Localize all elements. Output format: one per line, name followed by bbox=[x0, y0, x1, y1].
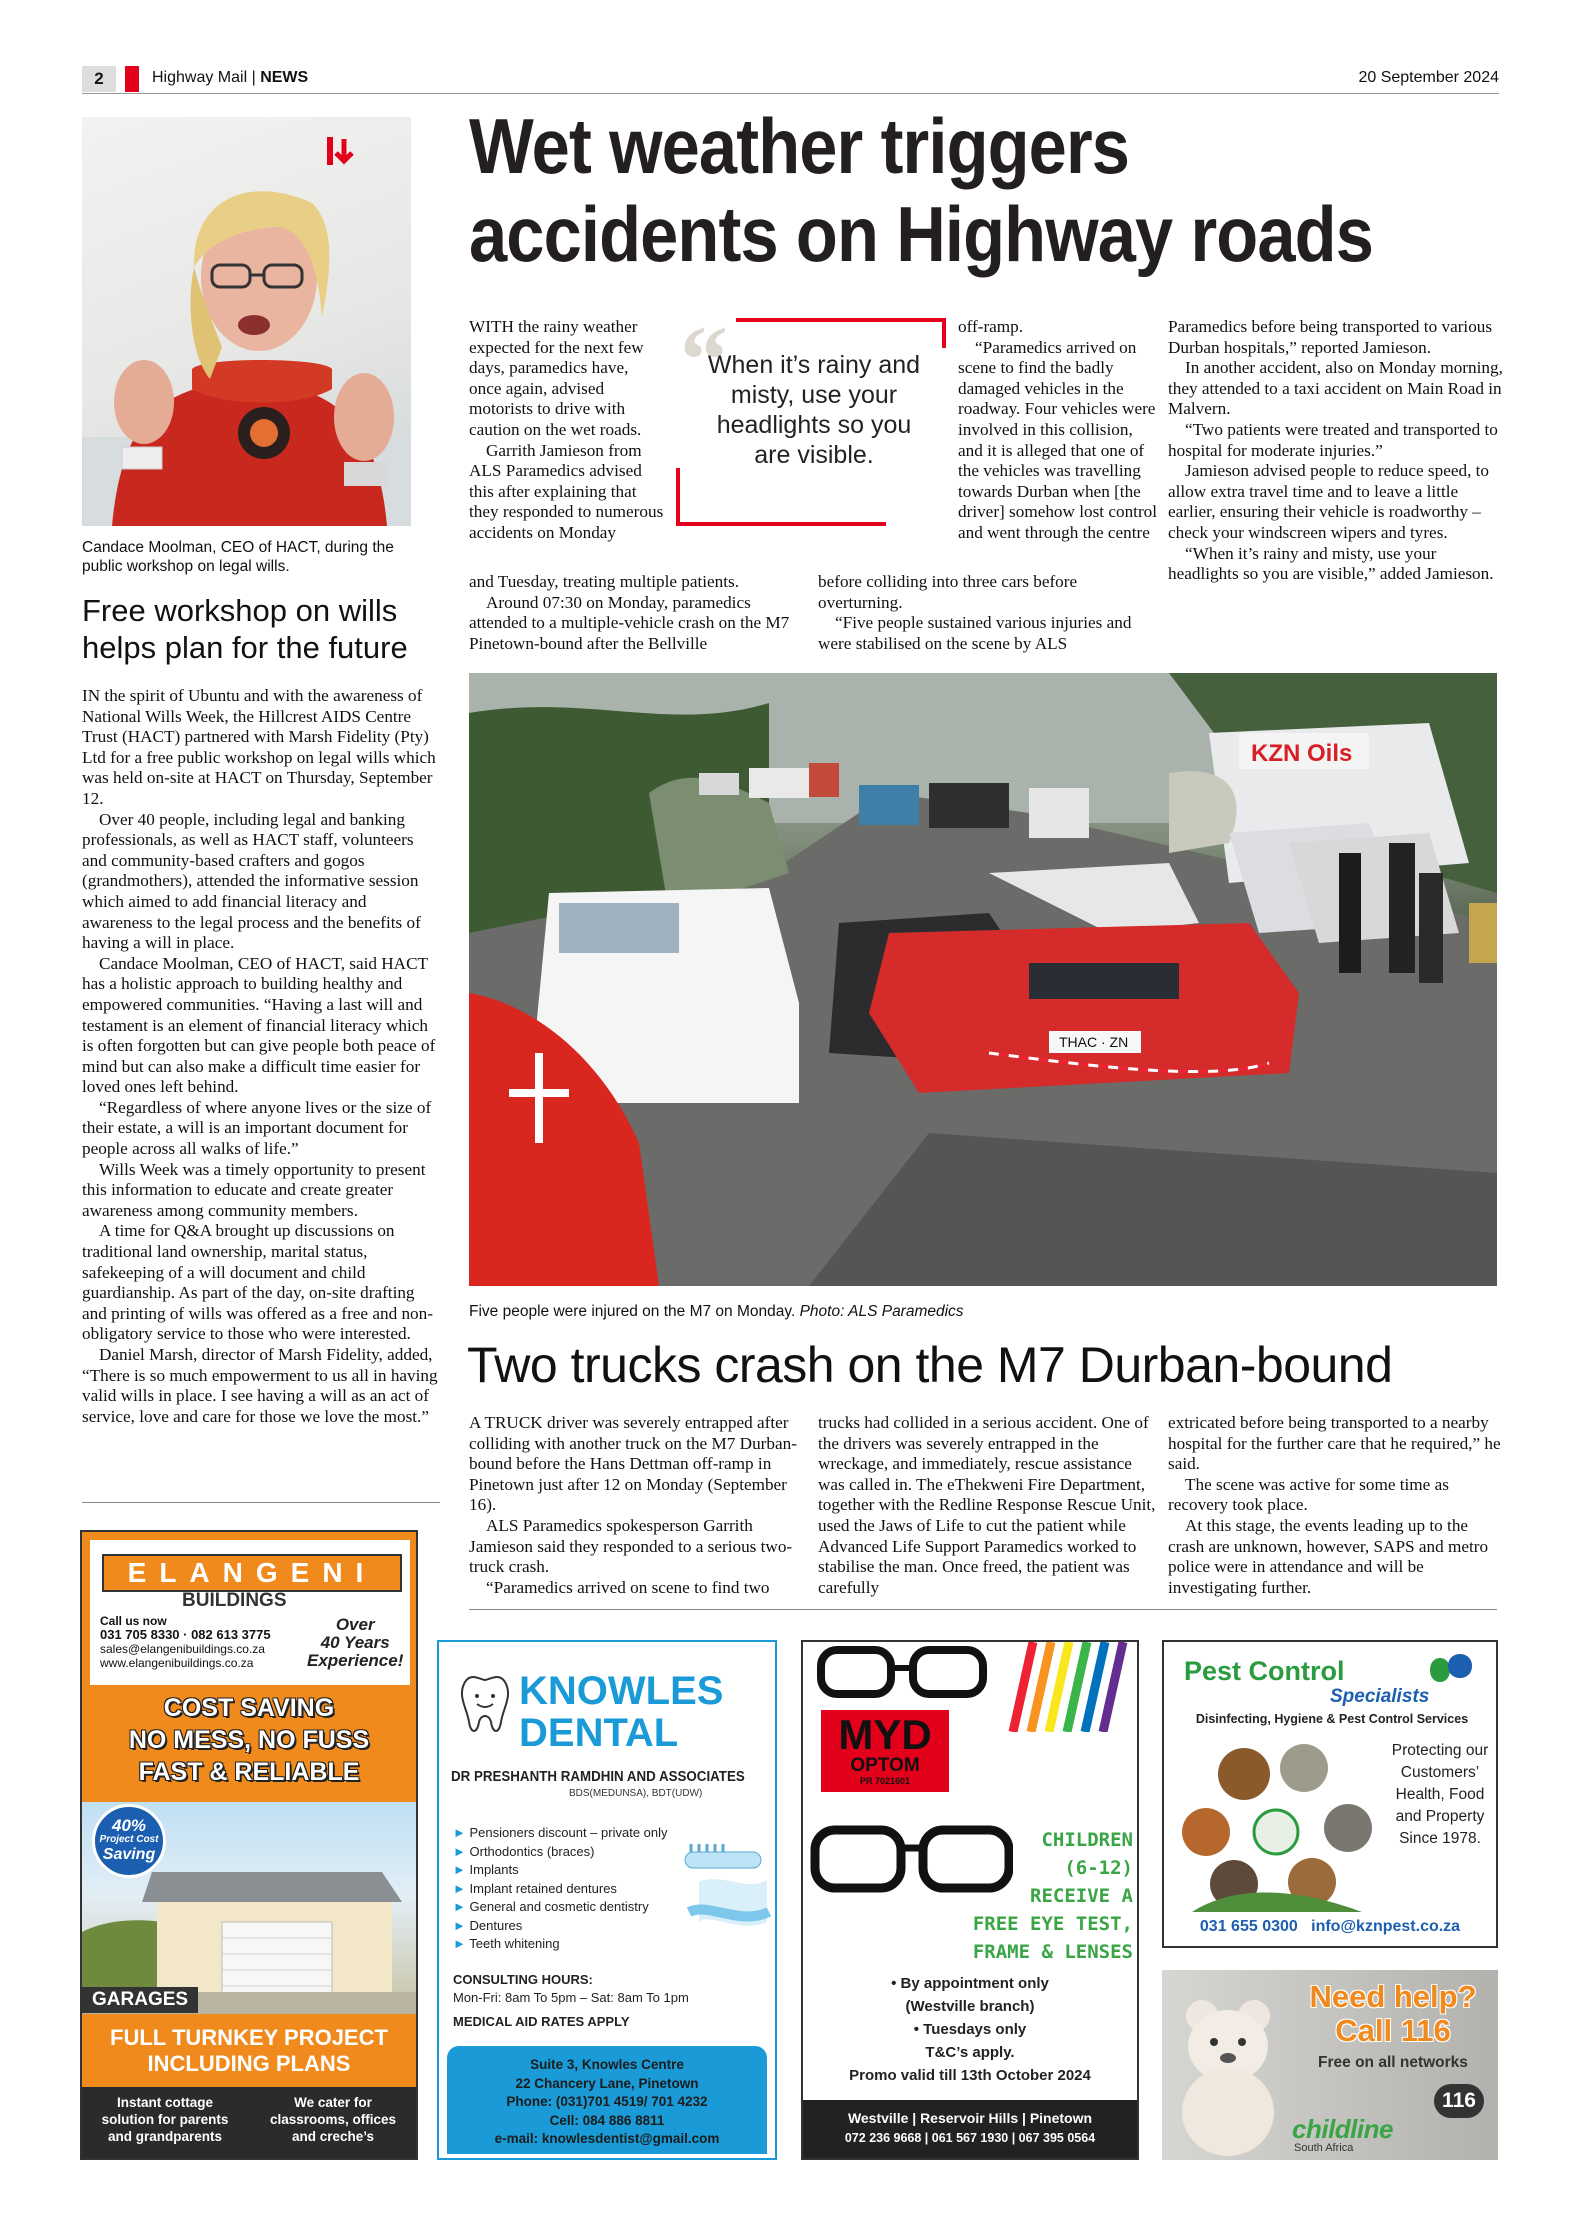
pest-sub: Disinfecting, Hygiene & Pest Control Services bbox=[1195, 1712, 1469, 1726]
elangeni-exp-2: 40 Years bbox=[320, 1633, 390, 1652]
elangeni-exp-1: Over bbox=[335, 1615, 375, 1634]
main-paragraph: off-ramp. bbox=[958, 317, 1024, 336]
myd-offer-1: CHILDREN bbox=[1041, 1829, 1133, 1851]
teddy-bear-image bbox=[1168, 1980, 1288, 2160]
myd-ad[interactable] bbox=[801, 1640, 1139, 2160]
main-headline-line-2: accidents on Highway roads bbox=[469, 190, 1374, 278]
elangeni-slogan-1: COST SAVING bbox=[163, 1694, 335, 1722]
red-tab bbox=[125, 66, 139, 92]
elangeni-foot-right: We cater for classrooms, offices and creche’s bbox=[269, 2095, 397, 2144]
crash-photo-caption bbox=[469, 1303, 1469, 1321]
pencils-icon bbox=[1003, 1642, 1139, 1737]
main-paragraph: In another accident, also on Monday morning, they attended to a taxi accident on Main Road in Malvern. bbox=[1168, 358, 1503, 419]
main-headline-line-1: Wet weather triggers bbox=[469, 102, 1130, 190]
pest-email: info@kznpest.co.za bbox=[1311, 1918, 1461, 1935]
myd-note-3: • Tuesdays only bbox=[913, 2021, 1027, 2038]
knowles-title-2: DENTAL bbox=[519, 1711, 679, 1755]
elangeni-badge-3: Saving bbox=[102, 1846, 156, 1863]
pest-protect: Protecting our Customers’ Health, Food and Property Since 1978. bbox=[1391, 1742, 1489, 1847]
main-col2-bottom bbox=[818, 572, 1158, 654]
main-paragraph: WITH the rainy weather expected for the next few days, paramedics have, once again, advised motorists to drive with caution on the wet roads. bbox=[469, 317, 644, 439]
myd-branches: Westville | Reservoir Hills | Pinetown bbox=[847, 2110, 1093, 2126]
main-paragraph: and Tuesday, treating multiple patients. bbox=[469, 572, 740, 591]
knowles-service: ► Teeth whitening bbox=[453, 1936, 560, 1951]
wills-paragraph: “Regardless of where anyone lives or the size of their estate, a will is an important document for people across all walks of life.” bbox=[82, 1097, 432, 1159]
section-name: NEWS bbox=[260, 69, 309, 86]
elangeni-phones: 031 705 8330 · 082 613 3775 bbox=[100, 1627, 271, 1642]
elangeni-slogan bbox=[82, 1692, 416, 1788]
toothbrush-icon bbox=[679, 1842, 775, 1957]
elangeni-slogan-2: NO MESS, NO FUSS bbox=[128, 1726, 370, 1754]
pest-phone: 031 655 0300 bbox=[1199, 1918, 1298, 1935]
truck-headline: Two trucks crash on the M7 Durban-bound bbox=[467, 1337, 1393, 1393]
childline-number-badge: 116 bbox=[1434, 2084, 1484, 2118]
knowles-title bbox=[519, 1670, 723, 1754]
myd-logo-2: OPTOM bbox=[850, 1755, 920, 1776]
pull-quote-text: When it’s rainy and misty, use your headlights so you are visible. bbox=[707, 351, 921, 469]
wills-headline-line-1: Free workshop on wills bbox=[82, 593, 398, 628]
knowles-service: ► Implants bbox=[453, 1862, 519, 1877]
knowles-hours: Mon-Fri: 8am To 5pm – Sat: 8am To 1pm bbox=[453, 1990, 689, 2005]
elangeni-call: Call us now bbox=[100, 1614, 167, 1628]
elangeni-turnkey bbox=[82, 2025, 416, 2077]
wills-headline-line-2: helps plan for the future bbox=[82, 630, 408, 665]
main-col2-top bbox=[958, 317, 1158, 544]
crash-photo bbox=[469, 673, 1497, 1286]
elangeni-badge-1: 40% bbox=[111, 1816, 147, 1835]
main-paragraph: “Five people sustained various injuries and were stabilised on the scene by ALS bbox=[818, 613, 1132, 653]
wills-paragraph: Daniel Marsh, director of Marsh Fidelity, added, “There is so much empowerment to us all in having valid wills in place. I see having a will as an act of service, love and care for those we love the most.” bbox=[82, 1345, 438, 1426]
knowles-service: ► General and cosmetic dentistry bbox=[453, 1899, 649, 1914]
truck-paragraph: A TRUCK driver was severely entrapped after colliding with another truck on the M7 Durban-bound before the Hans Dettman off-ramp in Pinetown just after 12 on Monday (September 16). bbox=[469, 1413, 797, 1515]
paper-name: Highway Mail bbox=[152, 69, 248, 86]
myd-offer-3: RECEIVE A bbox=[1030, 1885, 1133, 1907]
wills-body bbox=[82, 686, 440, 1427]
elangeni-badge-2: Project Cost bbox=[99, 1834, 159, 1845]
main-paragraph: Paramedics before being transported to various Durban hospitals,” reported Jamieson. bbox=[1168, 317, 1493, 357]
tooth-icon bbox=[457, 1672, 513, 1743]
truck-paragraph: The scene was active for some time as recovery took place. bbox=[1168, 1474, 1449, 1515]
truck-story-rule bbox=[469, 1609, 1497, 1610]
myd-logo bbox=[821, 1710, 949, 1792]
pest-title-1: Pest Control bbox=[1184, 1656, 1345, 1686]
truck-paragraph: trucks had collided in a serious accident. One of the drivers was severely entrapped in the wreckage, and immediately, rescue assistance was called in. The eThekweni Fire Department, together with the Redline Response Rescue Unit, used the Jaws of Life to cut the patient while Advanced Life Support Paramedics worked to stabilise the man. Once freed, the patient was carefully bbox=[818, 1413, 1156, 1597]
myd-logo-1: MYD bbox=[838, 1711, 932, 1758]
page-number: 2 bbox=[82, 66, 116, 92]
plate-text: THAC · ZN bbox=[1059, 1034, 1129, 1050]
elangeni-ad[interactable] bbox=[80, 1530, 418, 2160]
knowles-doctor: DR PRESHANTH RAMDHIN AND ASSOCIATES bbox=[451, 1769, 745, 1785]
masthead: Highway Mail | NEWS bbox=[152, 69, 309, 86]
truck-paragraph: At this stage, the events leading up to the crash are unknown, however, SAPS and metro police were in attendance and will be investigating further. bbox=[1168, 1515, 1489, 1597]
elangeni-garages: GARAGES bbox=[82, 1987, 198, 2013]
childline-help-1: Need help? bbox=[1309, 1979, 1477, 2014]
myd-promo: Promo valid till 13th October 2024 bbox=[849, 2067, 1091, 2084]
childline-logo: childline bbox=[1292, 2114, 1393, 2144]
truck-paragraph: ALS Paramedics spokesperson Garrith Jamieson said they responded to a serious two-truck crash. bbox=[469, 1515, 793, 1577]
elangeni-logo bbox=[102, 1554, 402, 1588]
pest-image bbox=[1172, 1736, 1382, 1912]
myd-notes bbox=[803, 1972, 1137, 2087]
main-col1-bottom bbox=[469, 572, 805, 654]
truck-col1 bbox=[469, 1413, 803, 1598]
pest-title-2: Specialists bbox=[1330, 1686, 1430, 1707]
pest-footer bbox=[1164, 1918, 1496, 1936]
pull-quote-rule-bottom bbox=[676, 522, 886, 526]
main-paragraph: “Two patients were treated and transported to hospital for moderate injuries.” bbox=[1168, 419, 1498, 460]
elangeni-slogan-3: FAST & RELIABLE bbox=[138, 1758, 360, 1786]
elangeni-experience bbox=[307, 1616, 403, 1670]
knowles-title-1: KNOWLES bbox=[519, 1669, 724, 1713]
myd-note-2: (Westville branch) bbox=[905, 1998, 1035, 2015]
main-headline bbox=[469, 102, 1384, 278]
truck-logo-text: KZN Oils bbox=[1251, 740, 1353, 767]
childline-free: Free on all networks bbox=[1318, 2054, 1468, 2071]
candace-photo bbox=[82, 117, 411, 526]
truck-col2 bbox=[818, 1413, 1156, 1598]
childline-help-2: Call 116 bbox=[1335, 2013, 1451, 2048]
elangeni-exp-3: Experience! bbox=[307, 1651, 404, 1670]
pull-quote-rule-right bbox=[942, 318, 946, 348]
childline-help bbox=[1290, 1980, 1496, 2048]
pest-ad[interactable] bbox=[1162, 1640, 1498, 1948]
wills-paragraph: Over 40 people, including legal and banking professionals, as well as HACT staff, volunteers and community-based crafters and gogos (grandmothers), attended the informative session which aimed to add financial literacy and awareness to the legal process and the benefits of having a will in place. bbox=[82, 809, 421, 953]
glasses-top-icon bbox=[803, 1642, 1003, 1707]
knowles-address bbox=[447, 2046, 767, 2154]
knowles-services bbox=[453, 1824, 683, 1954]
myd-offer bbox=[923, 1826, 1133, 1966]
childline-country: South Africa bbox=[1294, 2142, 1354, 2154]
elangeni-buildings: BUILDINGS bbox=[182, 1590, 287, 1611]
pull-quote-box bbox=[676, 306, 946, 526]
main-paragraph: Around 07:30 on Monday, paramedics attended to a multiple-vehicle crash on the M7 Pinetown-bound after the Bellville bbox=[469, 592, 790, 653]
knowles-medical: MEDICAL AID RATES APPLY bbox=[453, 2014, 630, 2029]
myd-footer bbox=[803, 2100, 1137, 2158]
elangeni-turnkey-2: INCLUDING PLANS bbox=[147, 2051, 351, 2076]
main-paragraph: Jamieson advised people to reduce speed, to allow extra travel time and to leave a little earlier, ensuring their vehicle is roadworthy – check your windscreen wipers and tyres. bbox=[1168, 461, 1490, 542]
myd-offer-5: FRAME & LENSES bbox=[972, 1941, 1133, 1963]
elangeni-foot-left: Instant cottage solution for parents and grandparents bbox=[101, 2095, 229, 2144]
myd-offer-2: (6-12) bbox=[1064, 1857, 1133, 1879]
knowles-addr-2: 22 Chancery Lane, Pinetown bbox=[515, 2075, 699, 2091]
knowles-cell: Cell: 084 886 8811 bbox=[549, 2112, 665, 2128]
knowles-service: ► Pensioners discount – private only bbox=[453, 1825, 668, 1840]
wills-paragraph: Wills Week was a timely opportunity to present this information to educate and create greater awareness among community members. bbox=[82, 1159, 426, 1220]
elangeni-web: www.elangenibuildings.co.za bbox=[100, 1656, 254, 1670]
knowles-hours-title: CONSULTING HOURS: bbox=[453, 1972, 593, 1987]
truck-paragraph: extricated before being transported to a nearby hospital for the further care that he required,” he said. bbox=[1168, 1413, 1501, 1474]
knowles-service: ► Orthodontics (braces) bbox=[453, 1843, 595, 1859]
elangeni-badge bbox=[92, 1804, 166, 1878]
main-paragraph: “When it’s rainy and misty, use your headlights so you are visible,” added Jamieson. bbox=[1168, 543, 1494, 584]
header-rule bbox=[82, 93, 1499, 94]
crash-caption-text: Five people were injured on the M7 on Monday. bbox=[469, 1303, 796, 1320]
knowles-email: e-mail: knowlesdentist@gmail.com bbox=[494, 2131, 720, 2146]
main-paragraph: Garrith Jamieson from ALS Paramedics advised this after explaining that they responded to numerous accidents on Monday bbox=[469, 440, 664, 542]
elangeni-email: sales@elangenibuildings.co.za bbox=[100, 1642, 265, 1656]
pull-quote-rule-top bbox=[736, 318, 946, 322]
truck-col3 bbox=[1168, 1413, 1506, 1598]
knowles-service: ► Implant retained dentures bbox=[453, 1880, 617, 1896]
candace-photo-caption: Candace Moolman, CEO of HACT, during the public workshop on legal wills. bbox=[82, 539, 394, 575]
myd-offer-4: FREE EYE TEST, bbox=[972, 1913, 1133, 1935]
myd-note-4: T&C’s apply. bbox=[925, 2044, 1015, 2061]
wills-paragraph: Candace Moolman, CEO of HACT, said HACT has a holistic approach to building healthy and empowered communities. “Having a last will and testament is an element of financial literacy which is often forgotten but can give people both peace of mind but can also make a difficult time easier for loved ones left behind. bbox=[82, 953, 436, 1097]
myd-note-1: • By appointment only bbox=[891, 1975, 1049, 1992]
knowles-addr-1: Suite 3, Knowles Centre bbox=[530, 2057, 684, 2072]
issue-date: 20 September 2024 bbox=[1358, 69, 1499, 86]
quote-mark-icon: “ bbox=[680, 306, 728, 413]
wills-headline bbox=[82, 592, 422, 666]
knowles-service: ► Dentures bbox=[453, 1917, 523, 1933]
crash-photo-credit: Photo: ALS Paramedics bbox=[799, 1303, 964, 1320]
pest-logo-icon bbox=[1422, 1650, 1478, 1695]
truck-paragraph: “Paramedics arrived on scene to find two bbox=[486, 1577, 770, 1597]
elangeni-turnkey-1: FULL TURNKEY PROJECT bbox=[110, 2025, 388, 2050]
wills-paragraph: A time for Q&A brought up discussions on traditional land ownership, marital status, safekeeping of a will document and child guardianship. As part of the day, on-site drafting and printing of wills was offered as a free and non-obligatory service to those who were interested. bbox=[82, 1221, 433, 1344]
left-column-rule bbox=[82, 1502, 440, 1503]
pull-quote-rule-left bbox=[676, 468, 680, 526]
knowles-ad[interactable] bbox=[437, 1640, 777, 2160]
myd-pr: PR 7021601 bbox=[859, 1776, 911, 1786]
wills-paragraph: IN the spirit of Ubuntu and with the awareness of National Wills Week, the Hillcrest AIDS Centre Trust (HACT) partnered with Marsh Fidelity (Pty) Ltd for a free public workshop on legal wills which was held on-site at HACT on Thursday, September 12. bbox=[82, 686, 436, 808]
myd-phones: 072 236 9668 | 061 567 1930 | 067 395 0564 bbox=[844, 2131, 1096, 2145]
main-paragraph: “Paramedics arrived on scene to find the badly damaged vehicles in the roadway. Four vehicles were involved in this collision, and it is alleged that one of the vehicles was travelling towards Durban when [the driver] somehow lost control and went through the centre bbox=[958, 337, 1158, 542]
childline-ad[interactable] bbox=[1162, 1970, 1498, 2160]
elangeni-contacts bbox=[100, 1614, 271, 1670]
main-col3 bbox=[1168, 317, 1506, 585]
elangeni-logo-text: ELANGENI bbox=[102, 1554, 402, 1592]
knowles-quals: BDS(MEDUNSA), BDT(UDW) bbox=[569, 1788, 703, 1799]
knowles-phone: Phone: (031)701 4519/ 701 4232 bbox=[506, 2094, 708, 2109]
main-col1-top bbox=[469, 317, 665, 544]
main-paragraph: before colliding into three cars before overturning. bbox=[818, 572, 1078, 612]
